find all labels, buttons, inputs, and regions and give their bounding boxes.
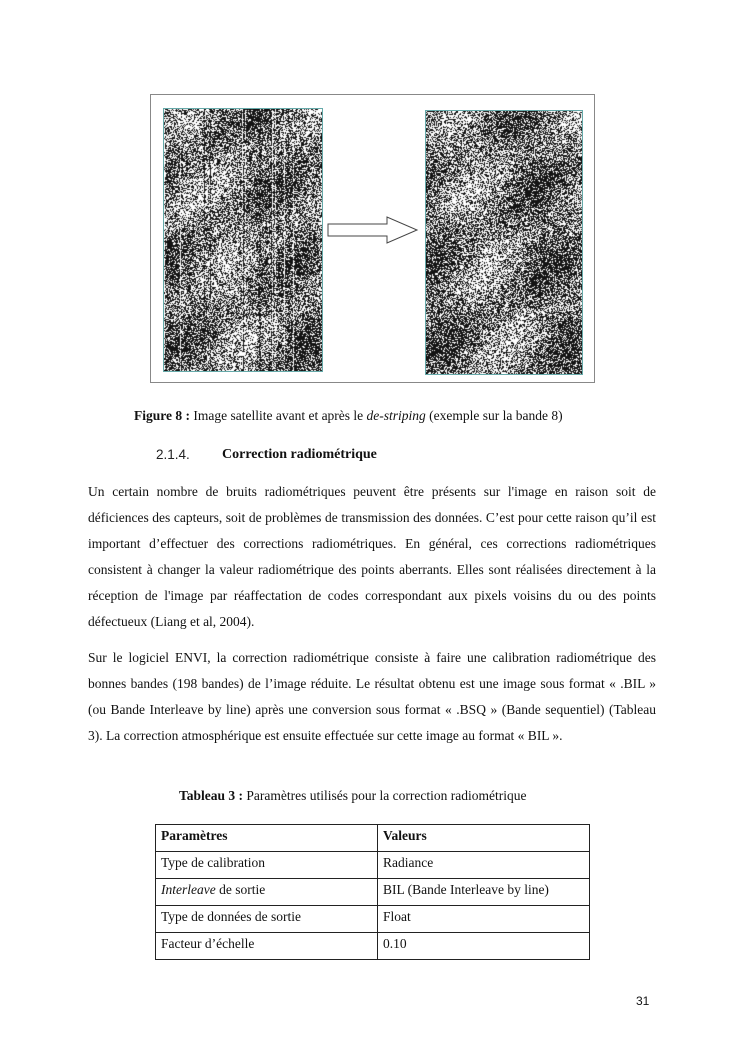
table-row <box>156 906 590 933</box>
parameters-table <box>155 824 590 960</box>
table-caption-text: Paramètres utilisés pour la correction radiométrique <box>243 788 527 803</box>
page-number: 31 <box>636 994 650 1008</box>
value-cell: Float <box>378 906 590 933</box>
table-caption <box>179 788 526 804</box>
header-cell <box>378 825 590 852</box>
paragraph: Un certain nombre de bruits radiométriques peuvent être présents sur l'image en raison soit de déficiences des capteurs, soit de problèmes de transmission des données. C’est pour cette raison qu’il est important d’effectuer des corrections radiométriques. En général, ces corrections radiométriques consistent à changer la valeur radiométrique des points aberrants. Elles sont réalisées directement à la réception de l'image par réaffectation de codes correspondant aux pixels voisins du ou des points défectueux (Liang et al, 2004). <box>88 484 656 629</box>
header-cell <box>156 825 378 852</box>
param-cell: Type de données de sortie <box>156 906 378 933</box>
caption-italic: de-striping <box>366 408 426 423</box>
section-title: Correction radiométrique <box>222 447 377 462</box>
paragraph: Sur le logiciel ENVI, la correction radiométrique consiste à faire une calibration radiométrique des bonnes bandes (198 bandes) de l’image réduite. Le résultat obtenu est une image sous format « .BIL » (ou Bande Interleave by line) après une conversion sous format « .BSQ » (Bande sequentiel) (Tableau 3). La correction atmosphérique est ensuite effectuée sur cette image au format « BIL ». <box>88 650 656 743</box>
satellite-image-before <box>163 108 323 372</box>
header-valeurs: Valeurs <box>383 828 427 843</box>
figure-label: Figure 8 : <box>134 408 190 423</box>
table-row <box>156 879 590 906</box>
value-cell: Radiance <box>378 852 590 879</box>
section-heading <box>156 447 377 464</box>
table-row <box>156 933 590 960</box>
value-cell: BIL (Bande Interleave by line) <box>378 879 590 906</box>
figure-caption <box>134 408 563 424</box>
param-text: de sortie <box>215 882 266 897</box>
arrow-right-icon <box>327 215 419 245</box>
table-row <box>156 852 590 879</box>
caption-text-end: (exemple sur la bande 8) <box>425 408 563 423</box>
param-cell <box>156 879 378 906</box>
param-cell: Type de calibration <box>156 852 378 879</box>
satellite-image-after <box>425 110 583 375</box>
value-cell: 0.10 <box>378 933 590 960</box>
section-number: 2.1.4. <box>156 447 190 462</box>
header-parametres: Paramètres <box>161 828 228 843</box>
caption-text: Image satellite avant et après le <box>190 408 367 423</box>
table-header-row <box>156 825 590 852</box>
table-label: Tableau 3 : <box>179 788 244 803</box>
param-cell: Facteur d’échelle <box>156 933 378 960</box>
param-italic: Interleave <box>161 882 216 897</box>
